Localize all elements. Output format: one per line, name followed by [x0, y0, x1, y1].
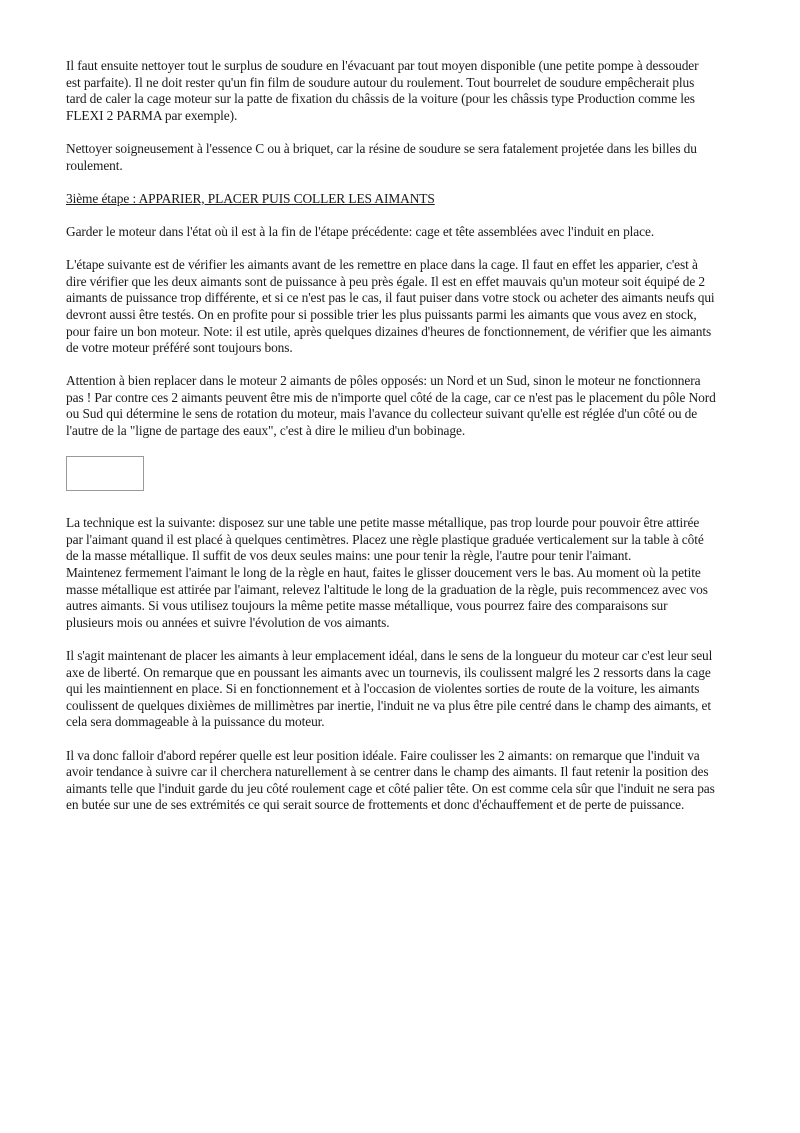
paragraph-cleaning-solder: Il faut ensuite nettoyer tout le surplus de soudure en l'évacuant par tout moyen disponible (une petite pompe à dessouder est parfaite). Il ne doit rester qu'un fin film de soudure autour du roulement. Tout bourrelet de soudure empêcherait plus tard de caler la cage moteur sur la patte de fixation du châssis de la voiture (pour les châssis type Production comme les FLEXI 2 PARMA par exemple).	[66, 58, 699, 123]
paragraph-opposite-poles: Attention à bien replacer dans le moteur 2 aimants de pôles opposés: un Nord et un Sud, sinon le moteur ne fonctionnera pas ! Par contre ces 2 aimants peuvent être mis de n'importe quel côté de la cage, car ce n'est pas le placement du pôle Nord ou Sud qui détermine le sens de rotation du moteur, mais l'avance du collecteur suivant qu'elle est réglée d'un côté ou de l'autre de la "ligne de partage des eaux", c'est à dire le milieu d'un bobinage.	[66, 373, 716, 439]
document-page	[66, 58, 716, 831]
empty-image-frame	[66, 456, 144, 491]
paragraph-check-magnets: L'étape suivante est de vérifier les aimants avant de les remettre en place dans la cage. Il faut en effet les apparier, c'est à dire vérifier que les deux aimants sont de puissance à peu près égale. Il est en effet mauvais qu'un moteur soit équipé de 2 aimants de puissance trop différente, et si ce n'est pas le cas, il faut puiser dans votre stock ou acheter des aimants neufs qui devront aussi être testés. On en profite pour si possible trier les plus puissants parmi les aimants que vous avez en stock, pour faire un bon moteur. Note: il est utile, après quelques dizaines d'heures de fonctionnement, de vérifier que les aimants de votre moteur préféré sont toujours bons.	[66, 257, 715, 356]
paragraph-cleaning-essence: Nettoyer soigneusement à l'essence C ou à briquet, car la résine de soudure se sera fatalement projetée dans les billes du roulement.	[66, 140, 697, 173]
section-heading: 3ième étape : APPARIER, PLACER PUIS COLLER LES AIMANTS	[66, 190, 435, 206]
paragraph-technique: La technique est la suivante: disposez sur une table une petite masse métallique, pas trop lourde pour pouvoir être attirée par l'aimant quand il est placé à quelques centimètres. Placez une règle plastique graduée verticalement sur la table à côté de la masse métallique. Il suffit de vos deux seules mains: une pour tenir la règle, l'autre pour tenir l'aimant.	[66, 515, 704, 564]
paragraph-ideal-position: Il va donc falloir d'abord repérer quelle est leur position idéale. Faire coulisser les 2 aimants: on remarque que l'induit va avoir tendance à suivre car il cherchera naturellement à se centrer dans le champ des aimants. Il faut retenir la position des aimants telle que l'induit garde du jeu côté roulement cage et côté palier tête. On est comme cela sûr que l'induit ne sera pas en butée sur une de ses extrémités ce qui serait source de frottements et donc d'échauffement et de perte de puissance.	[66, 747, 715, 813]
paragraph-position-magnets: Il s'agit maintenant de placer les aimants à leur emplacement idéal, dans le sens de la longueur du moteur car c'est leur seul axe de liberté. On remarque que en poussant les aimants avec un tournevis, ils coulissent malgré les 2 ressorts dans la cage qui les maintiennent en place. Si en fonctionnement et à l'occasion de violentes sorties de route de la voiture, les aimants coulissent de quelques dixièmes de millimètres par inertie, l'induit ne va plus être pile centré dans le champ des aimants, et cela sera dommageable à la puissance du moteur.	[66, 648, 713, 730]
paragraph-keep-motor: Garder le moteur dans l'état où il est à la fin de l'étape précédente: cage et tête assemblées avec l'induit en place.	[66, 223, 655, 239]
paragraph-measure: Maintenez fermement l'aimant le long de la règle en haut, faites le glisser doucement vers le bas. Au moment où la petite masse métallique est attirée par l'aimant, relevez l'altitude le long de la graduation de la règle, puis recommencez avec vos autres aimants. Si vous utilisez toujours la même petite masse métallique, vous pourrez faire des comparaisons sur plusieurs mois ou années et suivre l'évolution de vos aimants.	[66, 565, 708, 630]
